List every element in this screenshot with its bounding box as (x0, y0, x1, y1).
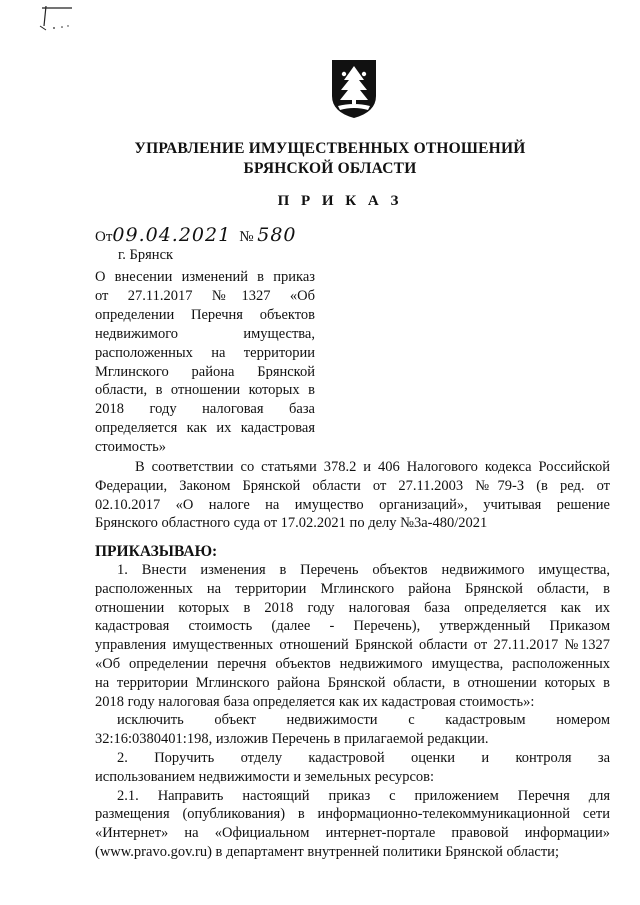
subject-line: О внесении изменений в приказ (95, 269, 315, 285)
body-line: (www.pravo.gov.ru) в департамент внутренней политики Брянской области; (95, 843, 559, 860)
body-line: Брянского областного суда от 17.02.2021 по делу №3а-480/2021 (95, 515, 488, 532)
body-line: Федерации, Законом Брянской области от 27.11.2003 №79-З (в ред. от (95, 477, 610, 494)
subject-line: определяется как их кадастровая (95, 420, 315, 437)
subject-line: Мглинского района Брянской (95, 363, 315, 380)
organization-name-line-2: БРЯНСКОЙ ОБЛАСТИ (243, 160, 417, 177)
body-line: 32:16:0380401:198, изложив Перечень в прилагаемой редакции. (95, 731, 489, 748)
order-date-number (95, 224, 297, 246)
organization-name-line-1: УПРАВЛЕНИЕ ИМУЩЕСТВЕННЫХ ОТНОШЕНИЙ (134, 140, 526, 157)
orders-heading: ПРИКАЗЫВАЮ: (95, 543, 218, 560)
basis-paragraph (95, 458, 610, 533)
subject-line: определении Перечня объектов (95, 306, 315, 323)
body-line: размещения (опубликования) в информационно-телекоммуникационной сети (95, 806, 610, 823)
body-line: «Интернет» на «Официальном интернет-портале правовой информации» (95, 825, 610, 842)
scan-artifact-mark (32, 4, 92, 34)
body-line: исключить объект недвижимости с кадастровым номером (117, 712, 610, 729)
date-prefix: От (95, 229, 113, 245)
handwritten-number: 580 (257, 224, 297, 246)
subject-line: 2018 году налоговая база (95, 401, 315, 418)
coat-of-arms-icon (330, 58, 378, 120)
subject-line: стоимость» (95, 439, 167, 456)
body-line: управления имущественных отношений Брянской области от 27.11.2017 №1327 (95, 637, 610, 654)
body-line: 2.1. Направить настоящий приказ с приложением Перечня для (117, 787, 610, 804)
city: г. Брянск (118, 247, 174, 263)
orders-body (95, 561, 610, 862)
subject-line: от 27.11.2017 №1327 «Об (95, 287, 315, 304)
subject-line: области, в отношении которых в (95, 382, 315, 399)
body-line: «Об определении перечня объектов недвижимого имущества, расположенных (95, 655, 610, 672)
subject-line: расположенных на территории (95, 344, 315, 361)
number-prefix: № (239, 229, 254, 245)
body-line: использованием недвижимости и земельных ресурсов: (95, 768, 435, 785)
body-line: 1. Внести изменения в Перечень объектов недвижимого имущества, (117, 562, 610, 578)
body-line: расположенных на территории Мглинского района Брянской области, в (95, 580, 610, 597)
document-type-title: П Р И К А З (277, 193, 403, 209)
body-line: кадастровая стоимость (далее - Перечень), утвержденный Приказом (95, 618, 610, 635)
body-line: на территории Мглинского района Брянской области, в отношении которых в (95, 674, 610, 691)
body-line: 02.10.2017 «О налоге на имущество организаций», учитывая решение (95, 496, 610, 513)
body-line: 2018 году налоговая база определяется как их кадастровая стоимость»: (95, 693, 535, 710)
body-line: 2. Поручить отделу кадастровой оценки и контроля за (117, 749, 610, 766)
body-line: В соответствии со статьями 378.2 и 406 Налогового кодекса Российской (135, 459, 610, 475)
handwritten-date: 09.04.2021 (112, 224, 232, 246)
subject-line: недвижимого имущества, (95, 325, 315, 342)
order-subject (95, 268, 315, 457)
body-line: отношении которых в 2018 году налоговая база определяется как их (95, 599, 610, 616)
